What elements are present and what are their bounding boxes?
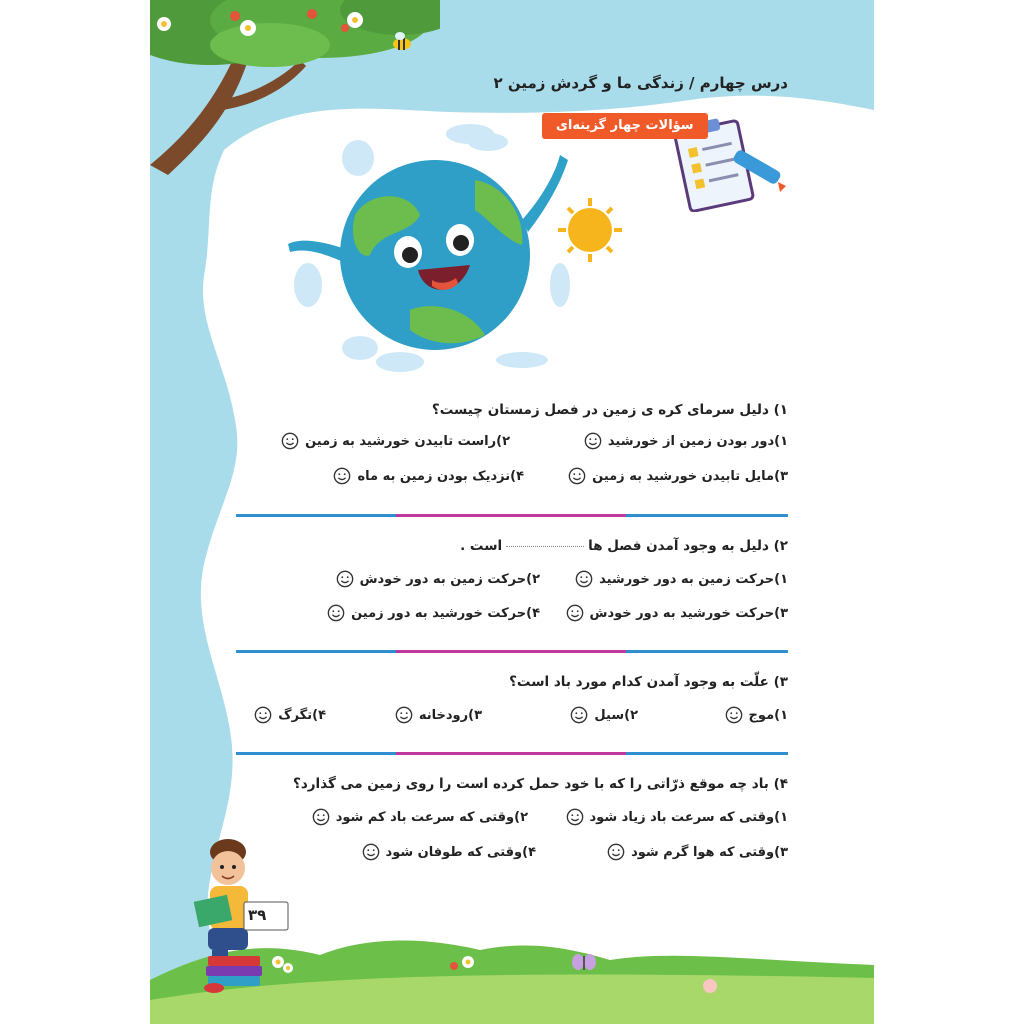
question-1-option-3[interactable] (568, 467, 788, 485)
section-divider (236, 752, 788, 755)
question-2-option-2[interactable] (336, 570, 540, 588)
option-label: ۲)وقتی که سرعت باد کم شود (335, 809, 528, 825)
option-label: ۳)حرکت خورشید به دور خودش (589, 605, 788, 621)
option-label: ۳)وقتی که هوا گرم شود (631, 844, 788, 860)
smiley-checkbox-icon[interactable] (336, 570, 354, 588)
question-4-option-2[interactable] (312, 808, 528, 826)
question-3-option-3[interactable] (395, 706, 482, 724)
butterfly-icon (572, 954, 596, 970)
question-1-option-2[interactable] (281, 432, 510, 450)
section-divider (236, 514, 788, 517)
smiley-checkbox-icon[interactable] (725, 706, 743, 724)
earth-illustration (260, 120, 640, 390)
question-4-option-4[interactable] (362, 843, 536, 861)
question-2 (460, 538, 788, 554)
option-label: ۱)وقتی که سرعت باد زیاد شود (589, 809, 788, 825)
question-3-option-2[interactable] (570, 706, 638, 724)
option-label: ۳)مایل تابیدن خورشید به زمین (592, 468, 788, 484)
smiley-checkbox-icon[interactable] (566, 808, 584, 826)
smiley-checkbox-icon[interactable] (568, 467, 586, 485)
sun-icon (558, 198, 622, 262)
smiley-checkbox-icon[interactable] (395, 706, 413, 724)
smiley-checkbox-icon[interactable] (281, 432, 299, 450)
worksheet-page (150, 0, 874, 1024)
option-label: ۲)حرکت زمین به دور خودش (359, 571, 540, 587)
moon-icon (286, 172, 322, 219)
smiley-checkbox-icon[interactable] (333, 467, 351, 485)
option-label: ۱)دور بودن زمین از خورشید (607, 433, 788, 449)
smiley-checkbox-icon[interactable] (327, 604, 345, 622)
smiley-checkbox-icon[interactable] (584, 432, 602, 450)
section-tag: سؤالات چهار گزینه‌ای (542, 113, 708, 139)
smiley-checkbox-icon[interactable] (575, 570, 593, 588)
smiley-checkbox-icon[interactable] (362, 843, 380, 861)
option-label: ۴)نزدیک بودن زمین به ماه (357, 468, 524, 484)
option-label: ۳)رودخانه (418, 707, 482, 723)
option-label: ۲)سیل (594, 707, 638, 723)
question-3: ۳) علّت به وجود آمدن کدام مورد باد است؟ (509, 674, 788, 690)
page-number: ۳۹ (248, 906, 267, 924)
question-1: ۱) دلیل سرمای کره ی زمین در فصل زمستان چیست؟ (431, 402, 788, 418)
question-3-option-4[interactable] (254, 706, 326, 724)
option-label: ۴)حرکت خورشید به دور زمین (351, 605, 540, 621)
question-2-text-start: ۲) دلیل به وجود آمدن فصل ها (588, 538, 788, 554)
smiley-checkbox-icon[interactable] (607, 843, 625, 861)
smiley-checkbox-icon[interactable] (254, 706, 272, 724)
question-2-option-4[interactable] (327, 604, 540, 622)
option-label: ۴)تگرگ (278, 707, 326, 723)
question-1-option-1[interactable] (584, 432, 788, 450)
section-divider (236, 650, 788, 653)
smiley-checkbox-icon[interactable] (570, 706, 588, 724)
question-4: ۴) باد چه موقع ذرّاتی را که با خود حمل کرده است را روی زمین می گذارد؟ (293, 776, 788, 792)
lesson-title: درس چهارم / زندگی ما و گردش زمین ۲ (493, 74, 788, 92)
question-4-option-3[interactable] (607, 843, 788, 861)
option-label: ۴)وقتی که طوفان شود (385, 844, 536, 860)
smiley-checkbox-icon[interactable] (566, 604, 584, 622)
earth-icon (288, 155, 568, 350)
question-1-option-4[interactable] (333, 467, 524, 485)
question-3-option-1[interactable] (725, 706, 788, 724)
question-2-option-3[interactable] (566, 604, 789, 622)
option-label: ۲)راست تابیدن خورشید به زمین (305, 433, 510, 449)
question-2-text-end: است . (460, 538, 503, 554)
question-4-option-1[interactable] (566, 808, 788, 826)
smiley-checkbox-icon[interactable] (312, 808, 330, 826)
option-label: ۱)موج (748, 707, 788, 723)
answer-blank (506, 546, 584, 547)
option-label: ۱)حرکت زمین به دور خورشید (599, 571, 788, 587)
question-2-option-1[interactable] (575, 570, 788, 588)
